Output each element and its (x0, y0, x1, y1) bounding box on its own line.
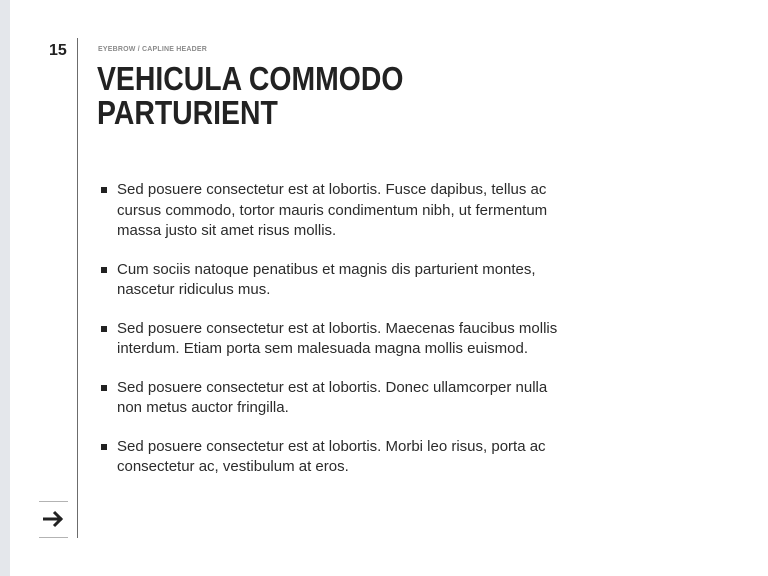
bullet-text: Sed posuere consectetur est at lobortis. Fusce dapibus, tellus ac cursus commodo, tortor mauris condimentum nibh, ut fermentum massa justo sit amet risus mollis. (117, 181, 548, 239)
left-edge-strip (0, 0, 10, 576)
slide-title-line: PARTURIENT (97, 94, 278, 131)
next-slide-button[interactable] (40, 507, 66, 531)
bullet-text: Sed posuere consectetur est at lobortis. Morbi leo risus, porta ac consectetur ac, vestibulum at eros. (117, 437, 546, 475)
square-bullet-icon (101, 326, 107, 332)
bullet-item (99, 378, 559, 419)
page-number: 15 (49, 42, 67, 59)
bullet-item (99, 180, 559, 242)
square-bullet-icon (101, 187, 107, 193)
square-bullet-icon (101, 267, 107, 273)
slide-title (97, 62, 403, 130)
arrow-right-icon (40, 507, 66, 531)
square-bullet-icon (101, 444, 107, 450)
eyebrow-header: EYEBROW / CAPLINE HEADER (98, 46, 208, 53)
bullet-text: Sed posuere consectetur est at lobortis. Donec ullamcorper nulla non metus auctor fringilla. (117, 378, 548, 416)
bullet-item (99, 319, 559, 360)
bullet-text: Cum sociis natoque penatibus et magnis dis parturient montes, nascetur ridiculus mus. (117, 260, 536, 298)
bullet-list (99, 180, 559, 496)
square-bullet-icon (101, 385, 107, 391)
slide-title-line: VEHICULA COMMODO (97, 60, 404, 97)
bullet-item (99, 260, 559, 301)
nav-bottom-divider (39, 537, 68, 538)
bullet-text: Sed posuere consectetur est at lobortis. Maecenas faucibus mollis interdum. Etiam porta sem malesuada magna mollis euismod. (117, 319, 558, 357)
vertical-divider (77, 38, 78, 538)
bullet-item (99, 437, 559, 478)
nav-top-divider (39, 501, 68, 502)
